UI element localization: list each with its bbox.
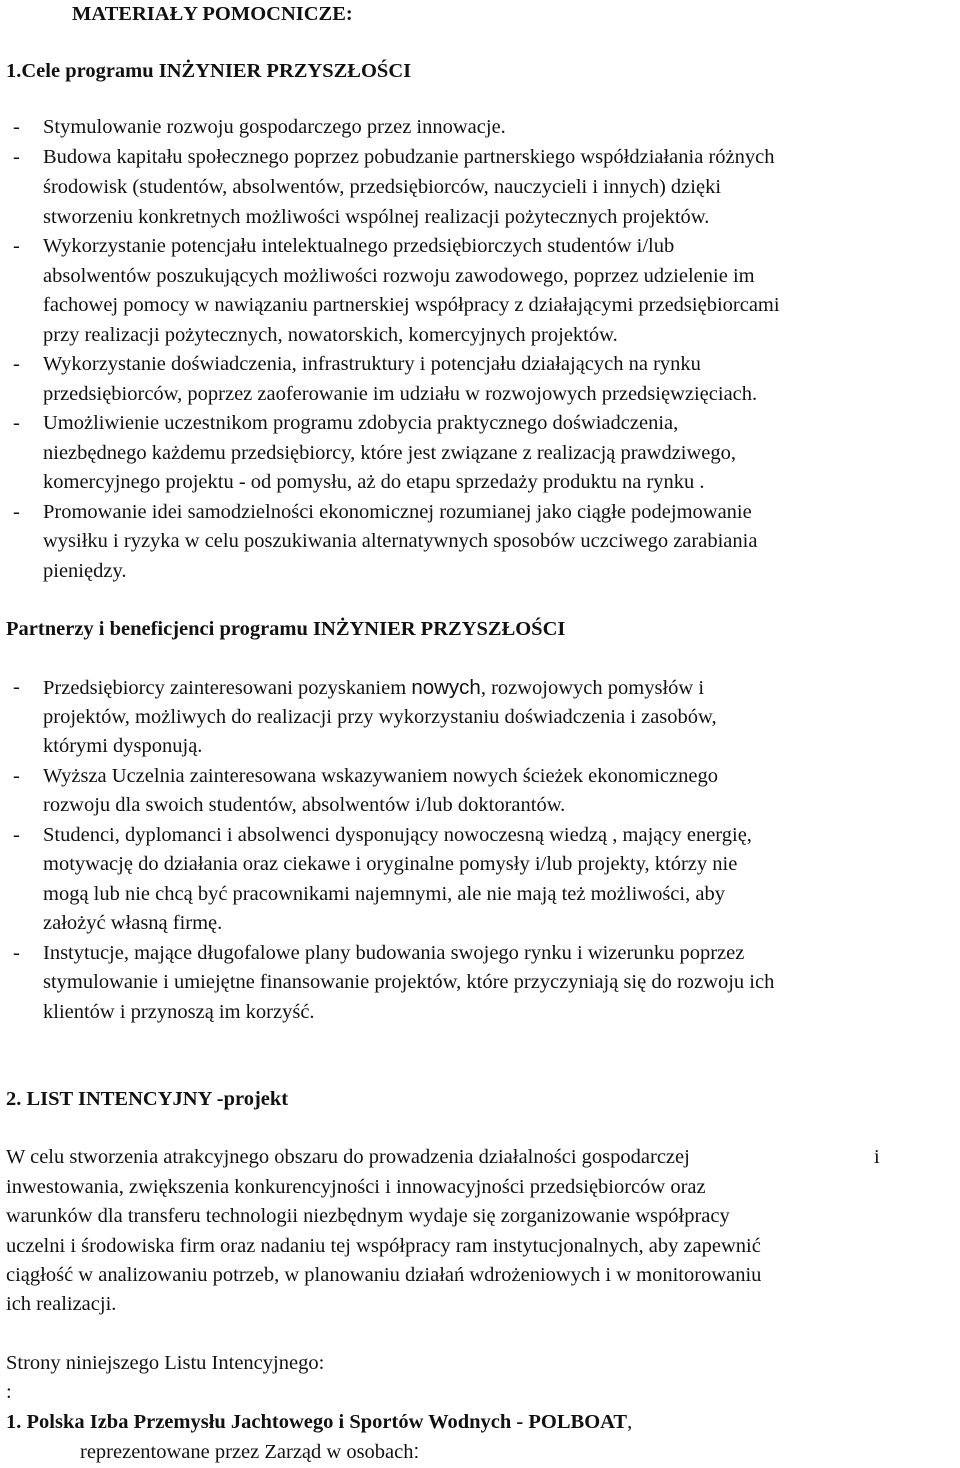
- list-item-text: środowisk (studentów, absolwentów, przedsiębiorców, nauczycieli i innych) dzięki: [43, 176, 722, 198]
- list-item-text: Umożliwienie uczestnikom programu zdobycia praktycznego doświadczenia,: [43, 412, 679, 434]
- bullet-dash: -: [13, 116, 20, 138]
- bullet-dash: -: [13, 676, 20, 698]
- list-item-text: założyć własną firmę.: [43, 912, 223, 934]
- paragraph-line: uczelni i środowiska firm oraz nadaniu tej współpracy ram instytucjonalnych, aby zapewnić: [6, 1235, 761, 1257]
- text-run-sans: nowych: [411, 676, 481, 699]
- list-item-text: Promowanie idei samodzielności ekonomicznej rozumianej jako ciągłe podejmowanie: [43, 501, 752, 523]
- bullet-dash: -: [13, 412, 20, 434]
- list-item-text: przy realizacji pożytecznych, nowatorskich, komercyjnych projektów.: [43, 324, 618, 346]
- list-item-text: Wykorzystanie potencjału intelektualnego przedsiębiorczych studentów i/lub: [43, 235, 675, 257]
- parties-label: Strony niniejszego Listu Intencyjnego:: [6, 1352, 325, 1374]
- list-item-text: stworzeniu konkretnych możliwości wspólnej realizacji pożytecznych projektów.: [43, 206, 710, 228]
- paragraph-line: ciągłość w analizowaniu potrzeb, w planowaniu działań wdrożeniowych i w monitorowaniu: [6, 1264, 762, 1286]
- party-1-representation: [80, 1437, 419, 1468]
- list-item-text: wysiłku i ryzyka w celu poszukiwania alternatywnych sposobów uczciwego zarabiania: [43, 530, 758, 552]
- list-item-text: absolwentów poszukujących możliwości rozwoju zawodowego, poprzez udzielenie im: [43, 265, 755, 287]
- list-item-text: komercyjnego projektu - od pomysłu, aż do etapu sprzedaży produktu na rynku .: [43, 471, 705, 493]
- list-item-text: Studenci, dyplomanci i absolwenci dysponujący nowoczesną wiedzą , mający energię,: [43, 824, 752, 846]
- paragraph-line: W celu stworzenia atrakcyjnego obszaru do prowadzenia działalności gospodarczej: [6, 1146, 690, 1168]
- paragraph-line: warunków dla transferu technologii niezbędnym wydaje się zorganizowanie współpracy: [6, 1205, 730, 1227]
- list-item-text: którymi dysponują.: [43, 735, 203, 757]
- list-item-text: przedsiębiorców, poprzez zaoferowanie im udziału w rozwojowych przedsięwzięciach.: [43, 383, 758, 405]
- paragraph-line: ich realizacji.: [6, 1293, 117, 1315]
- list-item-text: Wykorzystanie doświadczenia, infrastruktury i potencjału działających na rynku: [43, 353, 701, 375]
- party-1-comma: ,: [627, 1411, 633, 1433]
- list-item-text: niezbędnego każdemu przedsiębiorcy, które jest związane z realizacją prawdziwego,: [43, 442, 737, 464]
- paragraph-line: inwestowania, zwiększenia konkurencyjności i innowacyjności przedsiębiorców oraz: [6, 1176, 706, 1198]
- list-item-text: stymulowanie i umiejętne finansowanie projektów, które przyczyniają się do rozwoju ich: [43, 971, 775, 993]
- party-1: [6, 1408, 632, 1438]
- list-item-text: [43, 673, 704, 704]
- bullet-dash: -: [13, 235, 20, 257]
- bullet-dash: -: [13, 942, 20, 964]
- list-item-text: Wyższa Uczelnia zainteresowana wskazywaniem nowych ścieżek ekonomicznego: [43, 765, 718, 787]
- bullet-dash: -: [13, 765, 20, 787]
- list-item-text: mogą lub nie chcą być pracownikami najemnymi, ale nie mają też możliwości, aby: [43, 883, 725, 905]
- goals-heading: 1.Cele programu INŻYNIER PRZYSZŁOŚCI: [6, 60, 412, 82]
- text-run: , rozwojowych pomysłów i: [480, 677, 705, 699]
- materials-heading: MATERIAŁY POMOCNICZE:: [72, 3, 353, 25]
- bullet-dash: -: [13, 353, 20, 375]
- list-item-text: Instytucje, mające długofalowe plany budowania swojego rynku i wizerunku poprzez: [43, 942, 745, 964]
- text-run: Przedsiębiorcy zainteresowani pozyskaniem: [43, 677, 412, 699]
- representation-colon: :: [413, 1440, 420, 1463]
- bullet-dash: -: [13, 501, 20, 523]
- letter-heading: 2. LIST INTENCYJNY -projekt: [6, 1088, 289, 1110]
- party-1-name: 1. Polska Izba Przemysłu Jachtowego i Sportów Wodnych - POLBOAT: [6, 1411, 628, 1433]
- list-item-text: rozwoju dla swoich studentów, absolwentów i/lub doktorantów.: [43, 794, 566, 816]
- list-item-text: Stymulowanie rozwoju gospodarczego przez innowacje.: [43, 116, 506, 138]
- paragraph-line-tail: i: [874, 1146, 880, 1168]
- bullet-dash: -: [13, 824, 20, 846]
- list-item-text: projektów, możliwych do realizacji przy wykorzystaniu doświadczenia i zasobów,: [43, 706, 717, 728]
- list-item-text: fachowej pomocy w nawiązaniu partnerskiej współpracy z działającymi przedsiębiorcami: [43, 294, 780, 316]
- list-item-text: Budowa kapitału społecznego poprzez pobudzanie partnerskiego współdziałania różnych: [43, 146, 775, 168]
- list-item-text: pieniędzy.: [43, 560, 127, 582]
- stray-colon: :: [6, 1381, 12, 1403]
- list-item-text: klientów i przynoszą im korzyść.: [43, 1001, 315, 1023]
- partners-heading: Partnerzy i beneficjenci programu INŻYNIER PRZYSZŁOŚCI: [6, 618, 566, 640]
- list-item-text: motywację do działania oraz ciekawe i oryginalne pomysły i/lub projekty, którzy nie: [43, 853, 738, 875]
- bullet-dash: -: [13, 146, 20, 168]
- representation-text: reprezentowane przez Zarząd w osobach: [80, 1441, 414, 1463]
